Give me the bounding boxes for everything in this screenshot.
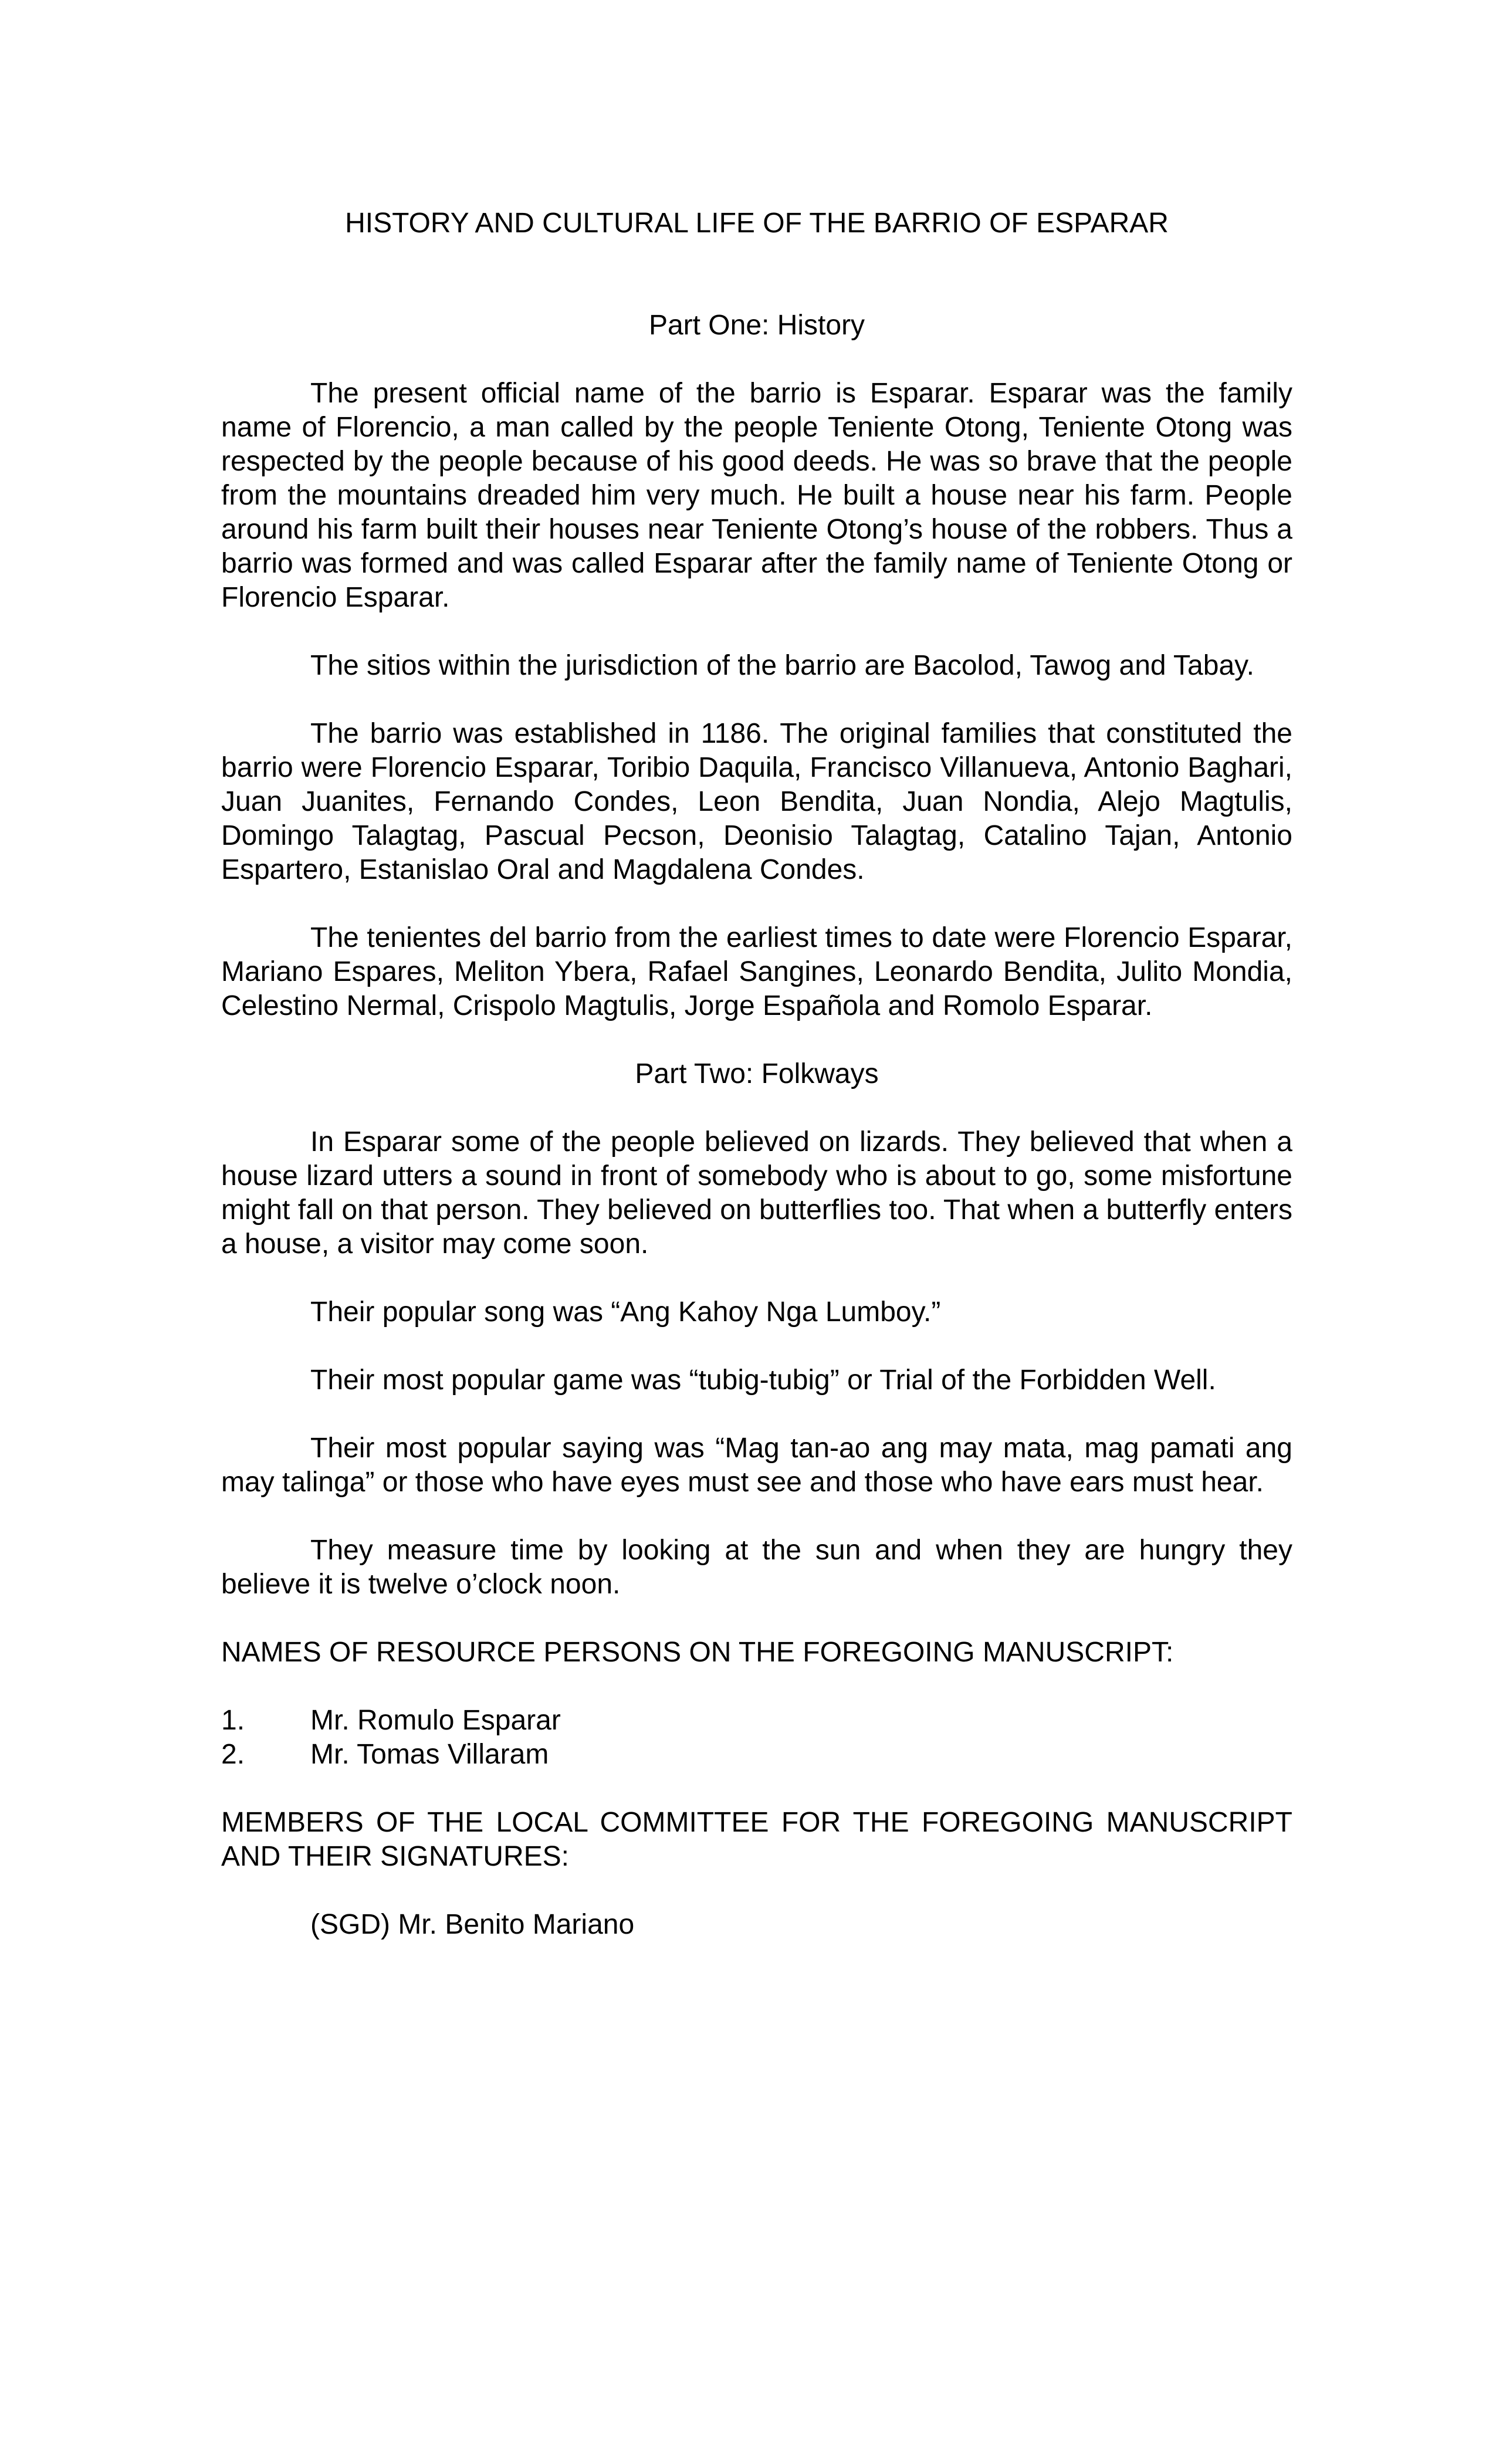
folkways-paragraph-time: They measure time by looking at the sun and when they are hungry they believe it is twelve o’clock noon. <box>221 1535 1292 1600</box>
part-two-heading: Part Two: Folkways <box>635 1058 879 1089</box>
list-item <box>221 1738 1292 1772</box>
document-title: HISTORY AND CULTURAL LIFE OF THE BARRIO OF ESPARAR <box>345 208 1169 239</box>
folkways-paragraph-beliefs: In Esparar some of the people believed on lizards. They believed that when a house lizard utters a sound in front of somebody who is about to go, some misfortune might fall on that person. They believed on butterflies too. That when a butterfly enters a house, a visitor may come soon. <box>221 1126 1292 1260</box>
history-paragraph-sitios: The sitios within the jurisdiction of the barrio are Bacolod, Tawog and Tabay. <box>310 650 1254 681</box>
committee-members-heading: MEMBERS OF THE LOCAL COMMITTEE FOR THE FOREGOING MANUSCRIPT AND THEIR SIGNATURES: <box>221 1807 1292 1872</box>
folkways-paragraph-song: Their popular song was “Ang Kahoy Nga Lumboy.” <box>310 1297 941 1328</box>
list-item-name: Mr. Romulo Esparar <box>310 1705 561 1736</box>
resource-persons-heading: NAMES OF RESOURCE PERSONS ON THE FOREGOING MANUSCRIPT: <box>221 1637 1174 1668</box>
folkways-paragraph-saying: Their most popular saying was “Mag tan-ao ang may mata, mag pamati ang may talinga” or those who have eyes must see and those who have ears must hear. <box>221 1433 1292 1498</box>
resource-persons-list <box>221 1704 1292 1772</box>
list-item-name: Mr. Tomas Villaram <box>310 1739 549 1770</box>
history-paragraph-families: The barrio was established in 1186. The original families that constituted the barrio were Florencio Esparar, Toribio Daquila, Francisco Villanueva, Antonio Baghari, Juan Juanites, Fernando Condes, Leon Bendita, Juan Nondia, Alejo Magtulis, Domingo Talagtag, Pascual Pecson, Deonisio Talagtag, Catalino Tajan, Antonio Espartero, Estanislao Oral and Magdalena Condes. <box>221 718 1292 885</box>
committee-signature: (SGD) Mr. Benito Mariano <box>310 1909 635 1940</box>
list-item-number: 1. <box>221 1705 245 1736</box>
document-body <box>221 207 1292 1942</box>
part-one-heading: Part One: History <box>648 310 865 341</box>
history-paragraph-tenientes: The tenientes del barrio from the earliest times to date were Florencio Esparar, Mariano Espares, Meliton Ybera, Rafael Sangines, Leonardo Bendita, Julito Mondia, Celestino Nermal, Crispolo Magtulis, Jorge Española and Romolo Esparar. <box>221 922 1292 1021</box>
folkways-paragraph-game: Their most popular game was “tubig-tubig” or Trial of the Forbidden Well. <box>310 1365 1216 1396</box>
history-paragraph-name: The present official name of the barrio is Esparar. Esparar was the family name of Florencio, a man called by the people Teniente Otong, Teniente Otong was respected by the people because of his good deeds. He was so brave that the people from the mountains dreaded him very much. He built a house near his farm. People around his farm built their houses near Teniente Otong’s house of the robbers. Thus a barrio was formed and was called Esparar after the family name of Teniente Otong or Florencio Esparar. <box>221 378 1292 613</box>
list-item <box>221 1704 1292 1738</box>
list-item-number: 2. <box>221 1739 245 1770</box>
